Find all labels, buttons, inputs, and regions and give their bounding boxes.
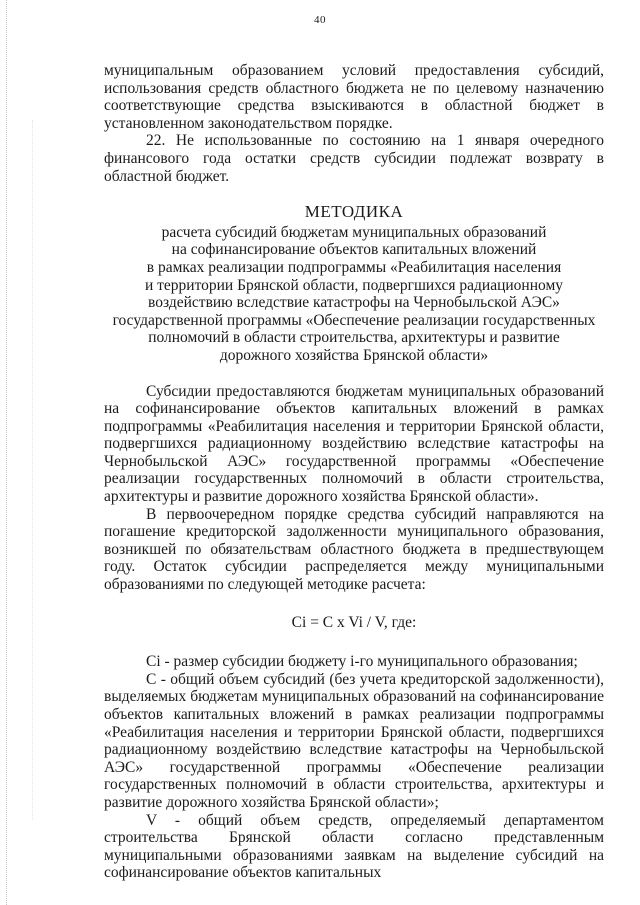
page-number: 40 — [314, 14, 326, 26]
body-paragraph-1: Субсидии предоставляются бюджетам муниципальных образований на софинансирование объектов капитальных вложений в рамках подпрограммы «Реабилитация населения и территории Брянской области, подвергшихся радиационному воздействию вследствие катастрофы на Чернобыльской АЭС» государственной программы «Обеспечение реализации государственных полномочий в области строительства, архитектуры и развитие дорожного хозяйства Брянской области». — [104, 382, 604, 506]
heading-line: в рамках реализации подпрограммы «Реабилитация населения — [146, 258, 562, 276]
definition-c: С - общий объем субсидий (без учета кредиторской задолженности), выделяемых бюджетам муниципальных образований на софинансирование объектов капитальных вложений в рамках реализации подпрограммы «Реабилитация населения и территории Брянской области, подвергшихся радиационному воздействию вследствие катастрофы на Чернобыльской АЭС» государственной программы «Обеспечение реализации государственных полномочий в области строительства, архитектуры и развитие дорожного хозяйства Брянской области»; — [104, 670, 604, 811]
heading-line: расчета субсидий бюджетам муниципальных образований — [161, 223, 547, 241]
heading-line: воздействию вследствие катастрофы на Чернобыльской АЭС» — [148, 294, 560, 312]
body-paragraph-2: В первоочередном порядке средства субсидий направляются на погашение кредиторской задолженности муниципального образования, возникшей по обязательствам областного бюджета в предшествующем году. Остаток субсидии распределяется между муниципальными образованиями по следующей методике расчета: — [104, 505, 604, 594]
heading-line: дорожного хозяйства Брянской области» — [219, 346, 489, 364]
methodology-heading — [104, 203, 604, 364]
definition-ci: Ci - размер субсидии бюджету i-го муниципального образования; — [146, 653, 578, 671]
heading-line: на софинансирование объектов капитальных вложений — [171, 241, 537, 259]
document-body — [104, 62, 604, 882]
formula: Ci = C x Vi / V, где: — [291, 613, 417, 631]
scan-edge-mark-inner — [32, 120, 34, 820]
heading-title: МЕТОДИКА — [304, 202, 404, 222]
scan-edge-mark — [6, 0, 8, 905]
intro-paragraph-1: муниципальным образованием условий предоставления субсидий, использования средств областного бюджета не по целевому назначению соответствующие средства взыскиваются в областной бюджет в установленном законодательством порядке. — [104, 62, 604, 132]
heading-line: государственной программы «Обеспечение реализации государственных — [112, 311, 596, 329]
intro-paragraph-2: 22. Не использованные по состоянию на 1 января очередного финансового года остатки средств субсидии подлежат возврату в областной бюджет. — [104, 132, 604, 185]
heading-line: полномочий в области строительства, архитектуры и развитие — [148, 329, 560, 347]
heading-line: и территории Брянской области, подвергшихся радиационному — [144, 276, 564, 294]
definition-v: V - общий объем средств, определяемый департаментом строительства Брянской области согласно представленным муниципальными образованиями заявкам на выделение субсидий на софинансирование объектов капитальных — [104, 811, 604, 882]
